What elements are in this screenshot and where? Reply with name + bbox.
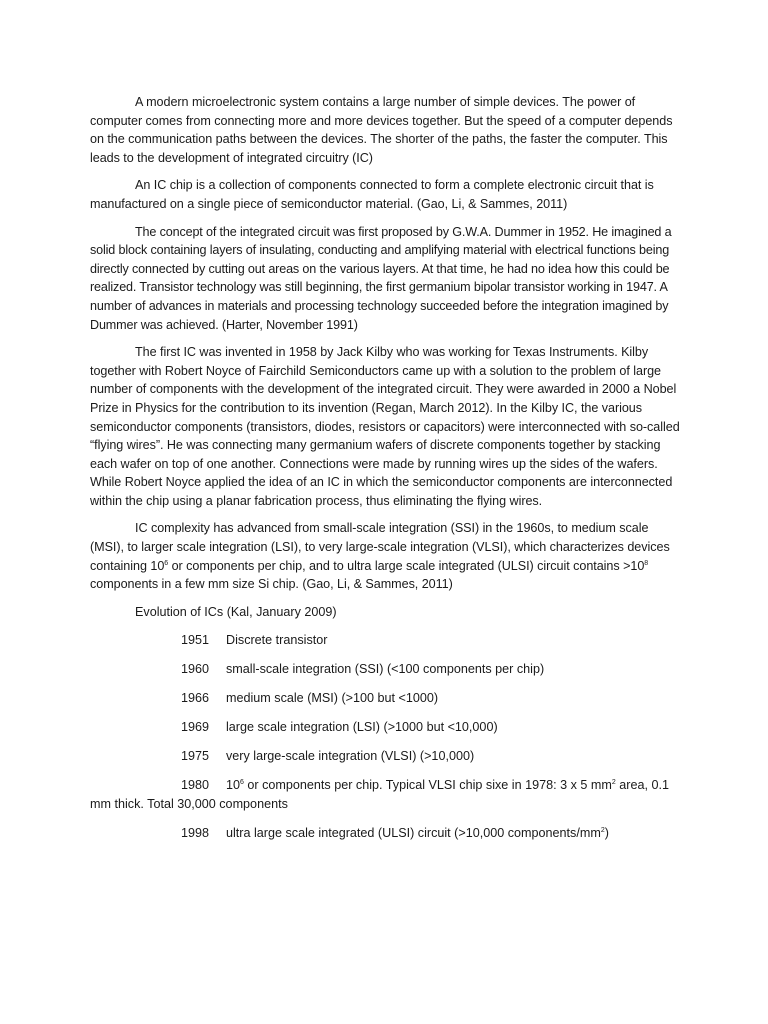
evolution-year: 1966 — [181, 691, 210, 706]
complexity-text-1: IC complexity has advanced from small-scale integration (SSI) in the 1960s, to medium scale (MSI), to larger scale integration (LSI), to very large-scale integration (VLSI), which characterizes devices containing 10 — [90, 521, 670, 573]
evolution-item — [90, 689, 680, 708]
paragraph-ic-chip: An IC chip is a collection of components connected to form a complete electronic circuit that is manufactured on a single piece of semiconductor material. (Gao, Li, & Sammes, 2011) — [90, 178, 654, 211]
evolution-1998-text: ultra large scale integrated (ULSI) circuit (>10,000 components/mm — [226, 825, 601, 840]
paragraph-concept: The concept of the integrated circuit was first proposed by G.W.A. Dummer in 1952. He imagined a solid block containing layers of insulating, conducting and amplifying material with electrical functions being directly connected by cutting out areas on the various layers. At that time, he had no idea how this could be realized. Transistor technology was still beginning, the first germanium bipolar transistor working in 1947. A number of advances in materials and processing technology succeeded before the integration imagined by Dummer was achieved. (Harter, November 1991) — [90, 224, 672, 332]
evolution-list — [90, 631, 680, 842]
paragraph-complexity — [90, 519, 680, 593]
paragraph-first-ic: The first IC was invented in 1958 by Jack Kilby who was working for Texas Instruments. Kilby together with Robert Noyce of Fairchild Semiconductors came up with a solution to the problem of large number of components with the development of the integrated circuit. They were awarded in 2000 a Nobel Prize in Physics for the contribution to its invention (Regan, March 2012). In the Kilby IC, the various semiconductor components (transistors, diodes, resistors or capacitors) were interconnected with so-called “flying wires”. He was connecting many germanium wafers of discrete components together by stacking each wafer on top of one another. Connections were made by running wires up the sides of the wafers. While Robert Noyce applied the idea of an IC in which the semiconductor components are interconnected within the chip using a planar fabrication process, thus eliminating the flying wires. — [90, 345, 680, 508]
evolution-text: large scale integration (LSI) (>1000 but <10,000) — [226, 720, 498, 735]
evolution-1980-pre: 10 — [226, 778, 241, 793]
evolution-heading: Evolution of ICs (Kal, January 2009) — [135, 604, 337, 619]
evolution-year: 1998 — [181, 825, 210, 840]
complexity-text-3: components in a few mm size Si chip. (Gao, Li, & Sammes, 2011) — [90, 577, 453, 592]
evolution-text: medium scale (MSI) (>100 but <1000) — [226, 691, 439, 706]
evolution-text: very large-scale integration (VLSI) (>10,000) — [226, 749, 475, 764]
evolution-item — [90, 631, 680, 650]
evolution-item-1980 — [90, 776, 680, 813]
paragraph-intro: A modern microelectronic system contains a large number of simple devices. The power of computer comes from connecting more and more devices together. But the speed of a computer depends on the communication paths between the devices. The shorter of the paths, the faster the computer. This leads to the development of integrated circuitry (IC) — [90, 95, 673, 165]
evolution-1980-post: area, 0.1 mm thick. Total 30,000 components — [90, 778, 670, 811]
complexity-text-2: or components per chip, and to ultra large scale integrated (ULSI) circuit contains >10 — [168, 558, 645, 573]
evolution-1980-mid: or components per chip. Typical VLSI chip sixe in 1978: 3 x 5 mm — [243, 778, 612, 793]
evolution-item — [90, 718, 680, 737]
evolution-1998-post: ) — [604, 825, 609, 840]
evolution-item — [90, 660, 680, 679]
evolution-year: 1951 — [181, 633, 210, 648]
complexity-superscript-2: 8 — [644, 559, 649, 567]
evolution-item — [90, 747, 680, 766]
evolution-year: 1975 — [181, 749, 210, 764]
evolution-1998-superscript: 2 — [600, 826, 605, 834]
evolution-text: small-scale integration (SSI) (<100 components per chip) — [226, 662, 545, 677]
evolution-year: 1980 — [181, 778, 210, 793]
evolution-year: 1969 — [181, 720, 210, 735]
evolution-year: 1960 — [181, 662, 210, 677]
evolution-1980-superscript: 6 — [240, 779, 244, 787]
evolution-text: Discrete transistor — [226, 633, 328, 648]
complexity-superscript-1: 6 — [164, 559, 169, 567]
evolution-1980-superscript-2: 2 — [611, 779, 616, 787]
document-body — [90, 93, 680, 853]
evolution-item-1998 — [90, 824, 680, 843]
